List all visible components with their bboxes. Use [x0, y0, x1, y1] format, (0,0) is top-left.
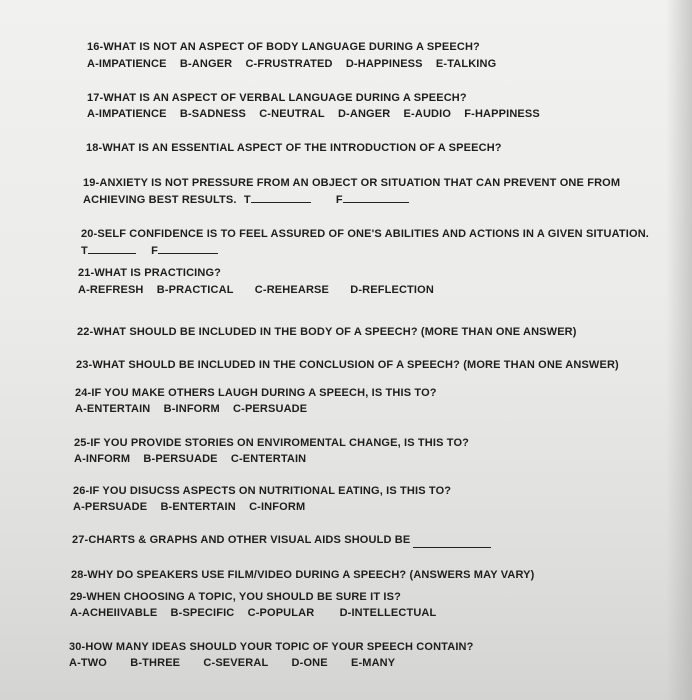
option: C-NEUTRAL [259, 108, 325, 120]
option: A-IMPATIENCE [87, 108, 167, 120]
question-21-text: 21-WHAT IS PRACTICING? [78, 267, 222, 279]
question-29-text: 29-WHEN CHOOSING A TOPIC, YOU SHOULD BE SURE IT IS? [70, 591, 401, 603]
option: F-HAPPINESS [464, 108, 540, 120]
question-26-text: 26-IF YOU DISUCSS ASPECTS ON NUTRITIONAL EATING, IS THIS TO? [73, 485, 452, 497]
option: A-PERSUADE [73, 501, 148, 513]
option: C-FRUSTRATED [245, 58, 333, 70]
option: B-PRACTICAL [156, 284, 234, 296]
question-20-answer-line [81, 243, 218, 259]
question-17-text: 17-WHAT IS AN ASPECT OF VERBAL LANGUAGE DURING A SPEECH? [87, 92, 467, 104]
question-20-text: 20-SELF CONFIDENCE IS TO FEEL ASSURED OF ONE'S ABILITIES AND ACTIONS IN A GIVEN SITUATION. [81, 228, 649, 240]
option: A-IMPATIENCE [87, 58, 167, 70]
question-23-text: 23-WHAT SHOULD BE INCLUDED IN THE CONCLUSION OF A SPEECH? (MORE THAN ONE ANSWER) [76, 359, 619, 371]
true-blank [251, 192, 311, 203]
question-21-options [78, 283, 444, 298]
question-30-options [69, 656, 405, 671]
question-19-text: 19-ANXIETY IS NOT PRESSURE FROM AN OBJECT OR SITUATION THAT CAN PREVENT ONE FROM [83, 177, 621, 189]
page-edge-shadow [666, 0, 692, 700]
option: B-ANGER [179, 58, 233, 70]
question-17-options [87, 107, 550, 122]
question-24-options [75, 402, 317, 417]
option: B-PERSUADE [143, 453, 218, 465]
option: D-INTELLECTUAL [339, 607, 437, 619]
question-30-text: 30-HOW MANY IDEAS SHOULD YOUR TOPIC OF YOUR SPEECH CONTAIN? [69, 641, 474, 653]
question-24-text: 24-IF YOU MAKE OTHERS LAUGH DURING A SPEECH, IS THIS TO? [75, 387, 437, 399]
question-19-text-line2: ACHIEVING BEST RESULTS. [83, 194, 237, 206]
option: A-ACHEIIVABLE [70, 607, 158, 619]
option: D-ONE [291, 657, 328, 669]
false-label: F [151, 245, 158, 257]
option: C-PERSUADE [233, 403, 308, 415]
false-blank [343, 192, 409, 203]
question-26-options [73, 500, 315, 515]
option: C-SEVERAL [203, 657, 269, 669]
option: D-ANGER [337, 108, 391, 120]
true-label: T [243, 194, 251, 206]
question-27-text [72, 532, 491, 548]
option: E-MANY [350, 657, 396, 669]
question-25-text: 25-IF YOU PROVIDE STORIES ON ENVIROMENTAL CHANGE, IS THIS TO? [74, 437, 470, 449]
true-blank [88, 243, 136, 254]
question-27-label: 27-CHARTS & GRAPHS AND OTHER VISUAL AIDS SHOULD BE [72, 534, 411, 546]
true-label: T [81, 245, 88, 257]
option: C-INFORM [249, 501, 306, 513]
question-29-options [70, 606, 446, 621]
option: C-ENTERTAIN [230, 453, 307, 465]
option: E-AUDIO [403, 108, 452, 120]
question-16-options [87, 57, 506, 72]
option: C-REHEARSE [254, 284, 330, 296]
option: A-INFORM [74, 453, 131, 465]
option: B-ENTERTAIN [160, 501, 236, 513]
question-16-text: 16-WHAT IS NOT AN ASPECT OF BODY LANGUAGE DURING A SPEECH? [87, 41, 480, 53]
option: B-SPECIFIC [170, 607, 235, 619]
question-22-text: 22-WHAT SHOULD BE INCLUDED IN THE BODY OF A SPEECH? (MORE THAN ONE ANSWER) [77, 326, 577, 338]
option: D-REFLECTION [350, 284, 434, 296]
option: C-POPULAR [247, 607, 315, 619]
option: E-TALKING [435, 58, 497, 70]
question-19-answer-line [83, 192, 409, 208]
option: A-REFRESH [78, 284, 144, 296]
question-25-options [74, 452, 316, 467]
question-18-text: 18-WHAT IS AN ESSENTIAL ASPECT OF THE INTRODUCTION OF A SPEECH? [86, 142, 502, 154]
option: D-HAPPINESS [345, 58, 423, 70]
answer-blank [413, 537, 491, 548]
false-label: F [335, 194, 343, 206]
option: B-THREE [130, 657, 181, 669]
option: A-ENTERTAIN [75, 403, 151, 415]
option: A-TWO [69, 657, 108, 669]
option: B-INFORM [163, 403, 220, 415]
false-blank [158, 243, 218, 254]
option: B-SADNESS [179, 108, 246, 120]
question-28-text: 28-WHY DO SPEAKERS USE FILM/VIDEO DURING A SPEECH? (ANSWERS MAY VARY) [71, 569, 535, 581]
